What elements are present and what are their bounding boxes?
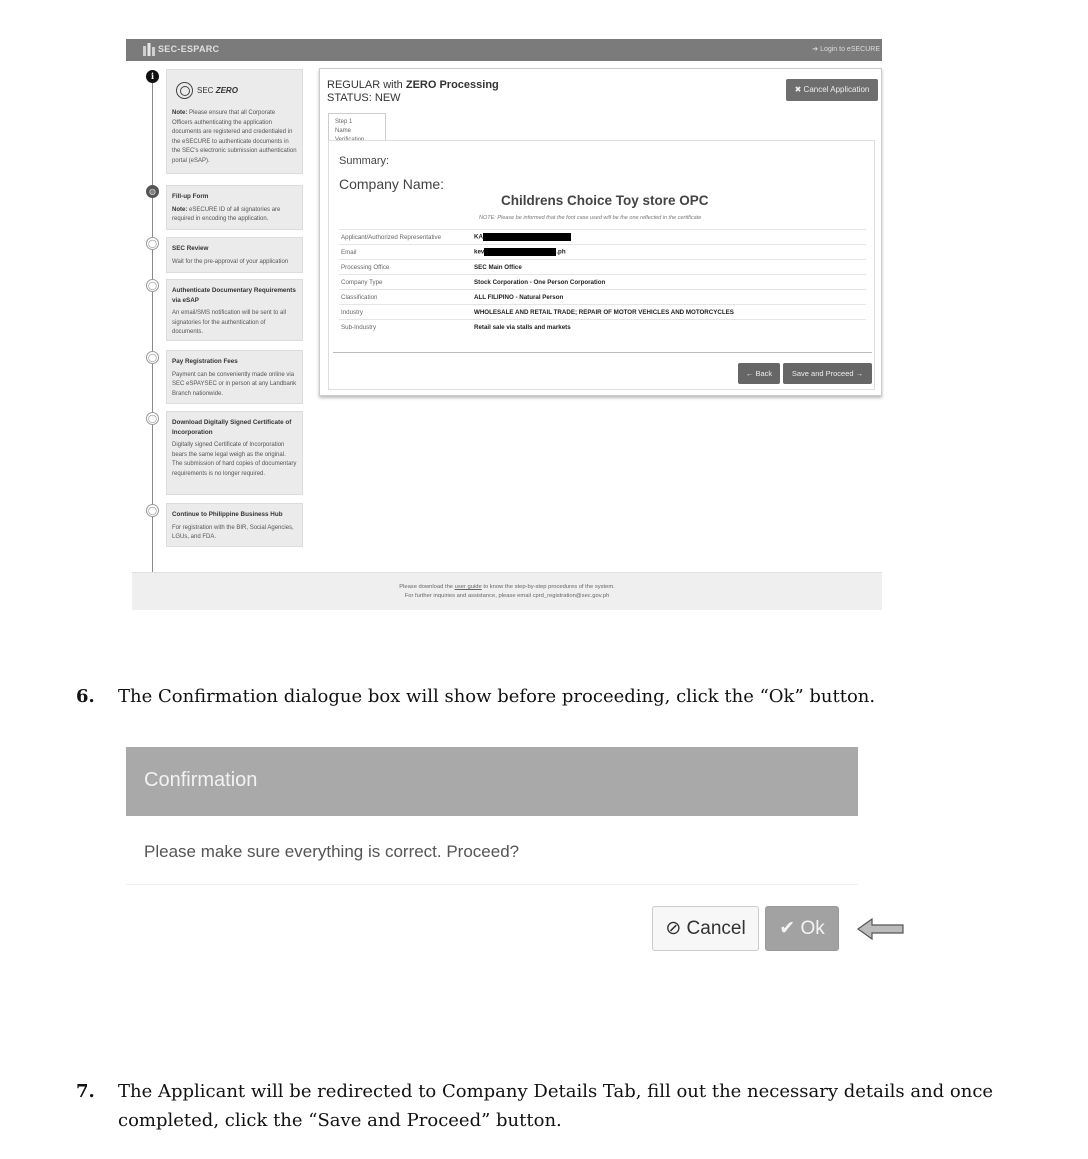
- esparc-screenshot: [126, 39, 882, 611]
- step-card-business-hub: Continue to Philippine Business Hub For registration with the BIR, Social Agencies, LGUs, and FDA.: [166, 503, 303, 547]
- step-current-icon: ◍: [146, 185, 159, 198]
- summary-section: [328, 140, 875, 390]
- table-row: Email kev .ph: [339, 245, 866, 260]
- login-esecure-link[interactable]: ➔ Login to eSECURE: [812, 46, 880, 53]
- step-number: 7.: [76, 1081, 95, 1102]
- cancel-application-button[interactable]: ✖ Cancel Application: [786, 79, 878, 101]
- confirmation-dialog: [126, 747, 858, 955]
- table-row: Classification ALL FILIPINO - Natural Person: [339, 290, 866, 305]
- step-card-pay-fees: Pay Registration Fees Payment can be conveniently made online via SEC eSPAYSEC or in person at any Landbank Branch nationwide.: [166, 350, 303, 404]
- company-name-value: Childrens Choice Toy store OPC: [501, 193, 709, 208]
- redaction-bar: [483, 233, 571, 241]
- table-row: Sub-Industry Retail sale via stalls and markets: [339, 320, 866, 335]
- step-text: The Confirmation dialogue box will show before proceeding, click the “Ok” button.: [118, 686, 876, 707]
- summary-label: Summary:: [339, 155, 390, 167]
- table-row: Applicant/Authorized Representative KA: [339, 230, 866, 245]
- step-pending-icon: ◯: [146, 504, 159, 517]
- table-row: Processing Office SEC Main Office: [339, 260, 866, 275]
- sec-zero-logo: SEC ZERO: [176, 82, 297, 99]
- dialog-cancel-button[interactable]: ⊘ Cancel: [652, 906, 759, 951]
- dialog-title: Confirmation: [144, 769, 258, 791]
- application-panel: [319, 68, 882, 396]
- summary-details-table: [339, 229, 866, 335]
- font-case-note: NOTE: Please be informed that the font case used will be the one reflected in the certificate: [479, 215, 702, 221]
- step-pending-icon: ◯: [146, 237, 159, 250]
- info-note-card: SEC ZERO Note: Please ensure that all Corporate Officers authenticating the application documents are registered and credentialed in the eSECURE to authenticate documents in the SEC's electronic submission authentication portal (eSAP).: [166, 69, 303, 174]
- instruction-step-7: [76, 1077, 1016, 1137]
- step-card-download-certificate: Download Digitally Signed Certificate of Incorporation Digitally signed Certificate of Incorporation bears the same legal weigh as the original. The submission of hard copies of documentary requirements is no longer required.: [166, 411, 303, 495]
- step-card-sec-review: SEC Review Wait for the pre-approval of your application: [166, 237, 303, 273]
- step-pending-icon: ◯: [146, 279, 159, 292]
- step-number: 6.: [76, 686, 95, 707]
- dialog-message: Please make sure everything is correct. Proceed?: [144, 842, 520, 861]
- info-icon: i: [146, 70, 159, 83]
- pointer-arrow-icon: [857, 918, 905, 940]
- dialog-header: [126, 747, 858, 816]
- step-card-fill-up-form: Fill-up Form Note: eSECURE ID of all signatories are required in encoding the application.: [166, 185, 303, 230]
- app-title: SEC-ESPARC: [158, 44, 220, 54]
- step-text: The Applicant will be redirected to Company Details Tab, fill out the necessary details and once completed, click the “Save and Proceed” button.: [118, 1081, 994, 1131]
- company-name-label: Company Name:: [339, 176, 445, 192]
- table-row: Industry WHOLESALE AND RETAIL TRADE; REPAIR OF MOTOR VEHICLES AND MOTORCYCLES: [339, 305, 866, 320]
- divider: [126, 884, 858, 885]
- redaction-bar: [484, 248, 556, 256]
- back-button[interactable]: ← Back: [738, 363, 780, 384]
- application-status: STATUS: NEW: [327, 92, 401, 104]
- sec-logo-icon: [142, 42, 156, 58]
- page-footer: Please download the user guide to know the step-by-step procedures of the system. For further inquiries and assistance, please email cprd_registration@sec.gov.ph: [132, 572, 882, 610]
- table-row: Company Type Stock Corporation - One Person Corporation: [339, 275, 866, 290]
- tab-name-verification[interactable]: Step 1 Name Verification: [328, 113, 386, 141]
- application-title: REGULAR with ZERO Processing: [327, 79, 499, 91]
- user-guide-link[interactable]: user guide: [454, 584, 482, 590]
- top-navbar: [126, 39, 882, 61]
- instruction-step-6: [76, 682, 976, 712]
- dialog-ok-button[interactable]: ✔ Ok: [765, 906, 839, 951]
- step-pending-icon: ◯: [146, 412, 159, 425]
- save-and-proceed-button[interactable]: Save and Proceed →: [783, 363, 872, 384]
- divider: [333, 352, 872, 353]
- sec-seal-icon: [176, 82, 193, 99]
- step-card-authenticate: Authenticate Documentary Requirements via eSAP An email/SMS notification will be sent to all signatories for the authentication of documents.: [166, 279, 303, 341]
- step-pending-icon: ◯: [146, 351, 159, 364]
